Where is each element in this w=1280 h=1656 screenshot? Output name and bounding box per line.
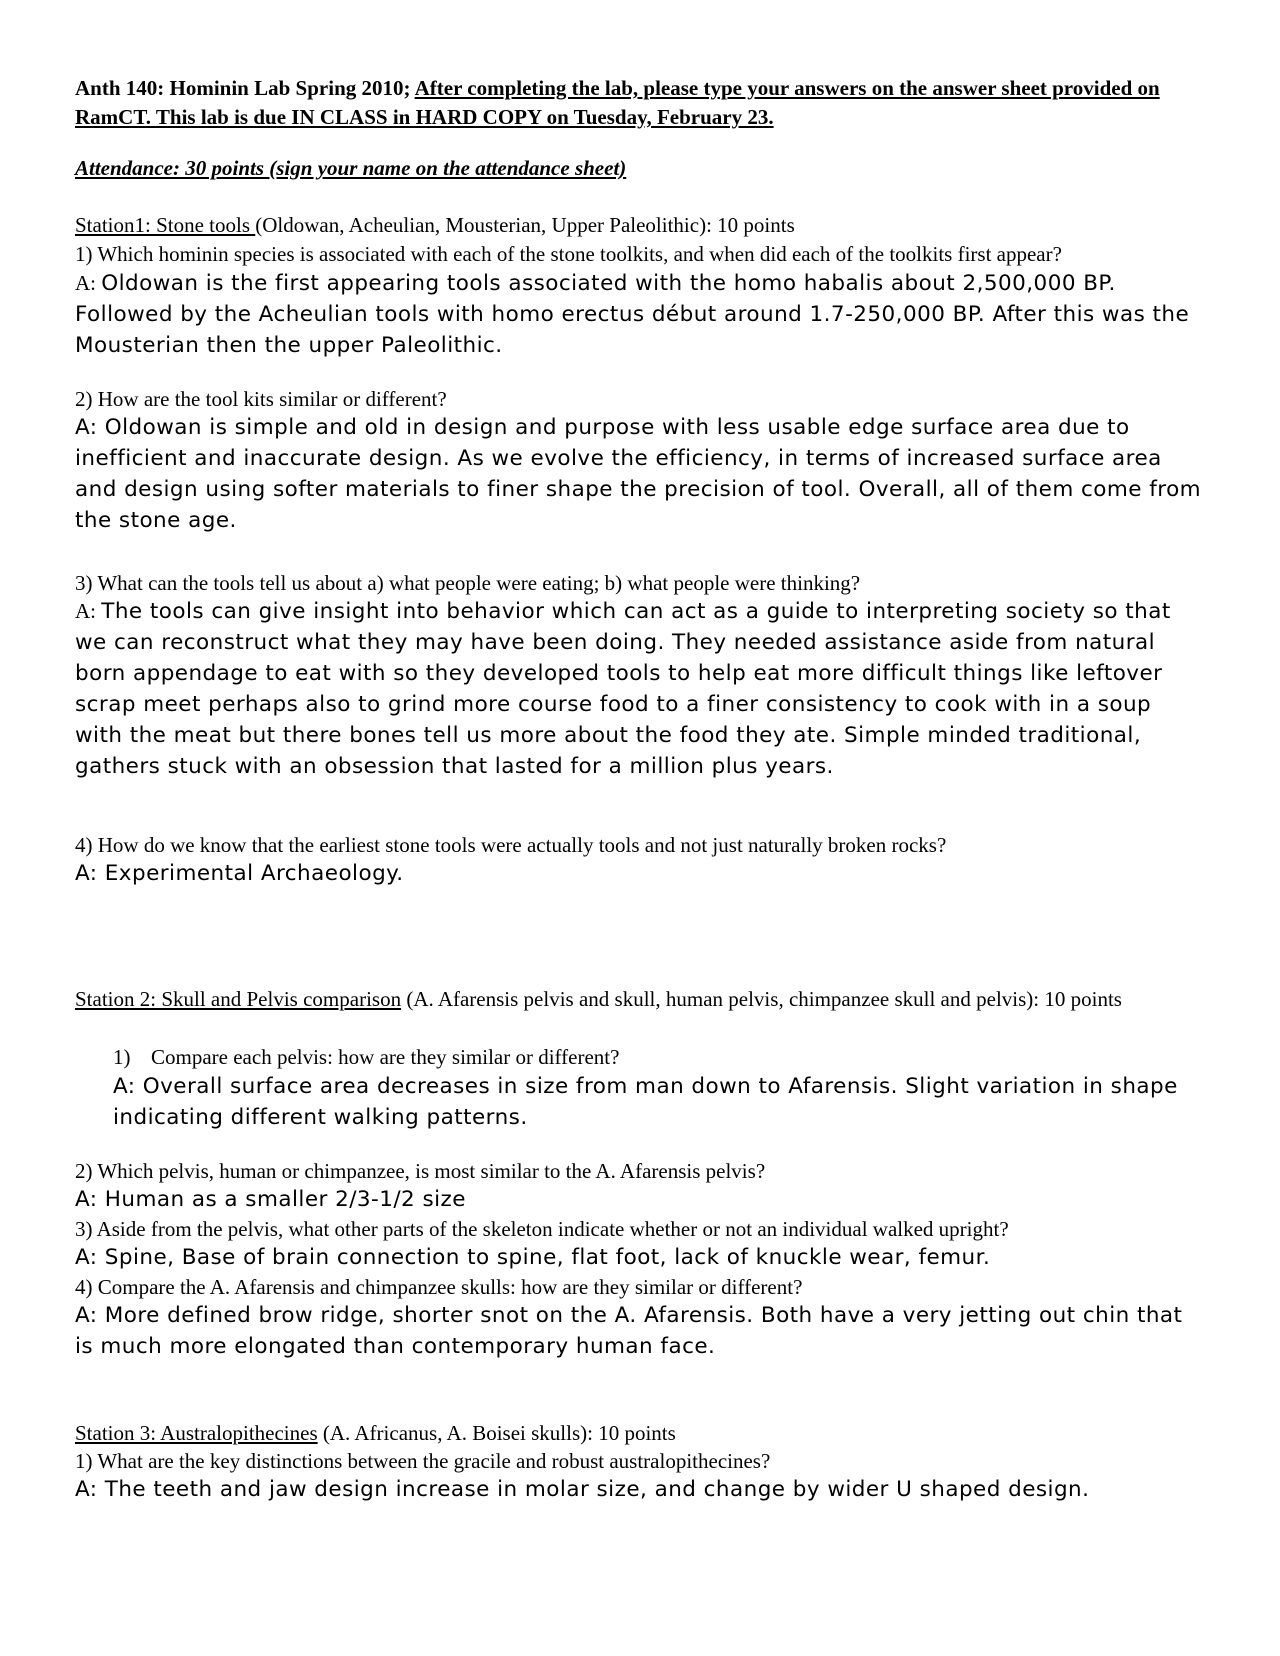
question-number: 1) xyxy=(113,1045,131,1069)
station2-title-rest: (A. Afarensis pelvis and skull, human pelvis, chimpanzee skull and pelvis): 10 points xyxy=(401,987,1122,1011)
station2-question-3: 3) Aside from the pelvis, what other parts of the skeleton indicate whether or not an individual walked upright? xyxy=(75,1217,1009,1241)
station2-question-1 xyxy=(75,1043,1205,1072)
station1-title-rest: (Oldowan, Acheulian, Mousterian, Upper Paleolithic): 10 points xyxy=(255,213,795,237)
header-title: Anth 140: Hominin Lab Spring 2010; xyxy=(75,76,415,100)
station2-question-4: 4) Compare the A. Afarensis and chimpanzee skulls: how are they similar or different? xyxy=(75,1275,803,1299)
header-instructions: After completing the lab, please type your answers on the answer sheet provided on RamCT. This lab is due IN CLASS in HARD COPY on Tuesday, February 23. xyxy=(75,76,1160,129)
station3-heading xyxy=(75,1419,1205,1448)
station2-answer-1: A: Overall surface area decreases in size from man down to Afarensis. Slight variation in shape indicating different walking patterns. xyxy=(113,1074,1178,1130)
station1-heading xyxy=(75,211,1205,240)
station2-heading xyxy=(75,985,1205,1014)
station2-answer-3: A: Spine, Base of brain connection to spine, flat foot, lack of knuckle wear, femur. xyxy=(75,1245,991,1270)
station1-question-3: 3) What can the tools tell us about a) what people were eating; b) what people were thinking? xyxy=(75,571,861,595)
station1-answer-4: A: Experimental Archaeology. xyxy=(75,861,404,886)
answer-text: Oldowan is the first appearing tools associated with the homo habalis about 2,500,000 BP. Followed by the Acheulian tools with homo erectus début around 1.7-250,000 BP. After this was the Mousterian then the upper Paleolithic. xyxy=(75,271,1190,358)
answer-text: The tools can give insight into behavior which can act as a guide to interpreting society so that we can reconstruct what they may have been doing. They needed assistance aside from natural born appendage to eat with so they developed tools to help eat more difficult things like leftover scrap meet perhaps also to grind more course food to a finer consistency to cook with in a soup with the meat but there bones tell us more about the food they ate. Simple minded traditional, gathers stuck with an obsession that lasted for a million plus years. xyxy=(75,599,1171,779)
station2-answer-4: A: More defined brow ridge, shorter snot on the A. Afarensis. Both have a very jetting out chin that is much more elongated than contemporary human face. xyxy=(75,1303,1183,1359)
answer-prefix: A: xyxy=(75,599,102,623)
answer-prefix: A: xyxy=(75,271,102,295)
station3-title: Station 3: Australopithecines xyxy=(75,1421,318,1445)
lab-header xyxy=(75,74,1205,132)
station1-question-2: 2) How are the tool kits similar or different? xyxy=(75,387,447,411)
attendance-line: Attendance: 30 points (sign your name on the attendance sheet) xyxy=(75,156,627,180)
station2-question-2: 2) Which pelvis, human or chimpanzee, is most similar to the A. Afarensis pelvis? xyxy=(75,1159,766,1183)
station1-question-1: 1) Which hominin species is associated with each of the stone toolkits, and when did each of the toolkits first appear? xyxy=(75,242,1062,266)
station1-answer-1 xyxy=(75,268,1205,361)
station2-title: Station 2: Skull and Pelvis comparison xyxy=(75,987,402,1011)
station1-question-4: 4) How do we know that the earliest stone tools were actually tools and not just naturally broken rocks? xyxy=(75,833,947,857)
station2-answer-2: A: Human as a smaller 2/3-1/2 size xyxy=(75,1187,466,1212)
station1-title: Station1: Stone tools xyxy=(75,213,256,237)
station3-question-1: 1) What are the key distinctions between the gracile and robust australopithecines? xyxy=(75,1449,771,1473)
station3-title-rest: (A. Africanus, A. Boisei skulls): 10 points xyxy=(317,1421,676,1445)
station1-answer-3 xyxy=(75,596,1205,782)
station3-answer-1: A: The teeth and jaw design increase in molar size, and change by wider U shaped design. xyxy=(75,1477,1090,1502)
station1-answer-2: A: Oldowan is simple and old in design and purpose with less usable edge surface area due to inefficient and inaccurate design. As we evolve the efficiency, in terms of increased surface area and design using softer materials to finer shape the precision of tool. Overall, all of them come from the stone age. xyxy=(75,415,1202,533)
question-text: Compare each pelvis: how are they similar or different? xyxy=(151,1045,620,1069)
